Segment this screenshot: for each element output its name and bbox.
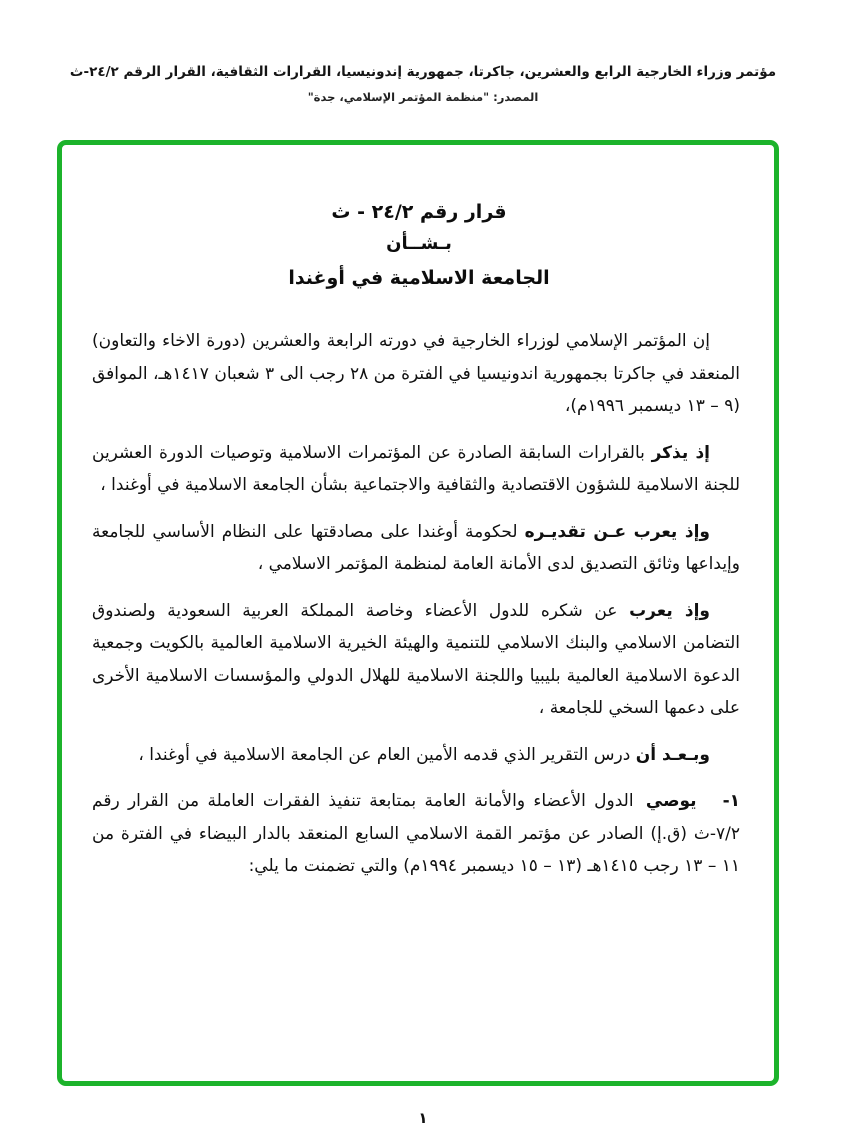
paragraph-text: عن شكره للدول الأعضاء وخاصة المملكة العربية السعودية ولصندوق التضامن الاسلامي والبنك الاسلامي للتنمية والهيئة الخيرية الاسلامية العالمية بالكويت وجمعية الدعوة الاسلامية العالمية بليبيا واللجنة الاسلامية للهلال الدولي والمؤسسات الاسلامية الأخرى على دعمها السخي للجامعة ،	[92, 600, 740, 718]
paragraph-lead: وإذ يعرب	[629, 600, 710, 621]
resolution-subject-title: الجامعة الاسلامية في أوغندا	[288, 267, 550, 289]
paragraph-lead: وبـعـد أن	[635, 744, 710, 765]
paragraph-lead: إذ يذكر	[651, 442, 711, 463]
paragraph-text: إن المؤتمر الإسلامي لوزراء الخارجية في دورته الرابعة والعشرين (دورة الاخاء والتعاون) المنعقد في جاكرتا بجمهورية اندونيسيا في الفترة من ٢٨ رجب الى ٣ شعبان ١٤١٧هـ، الموافق (٩ – ١٣ ديسمبر ١٩٩٦م)،	[92, 331, 741, 416]
item-number: ١-	[722, 791, 741, 811]
preamble-paragraph	[92, 739, 740, 772]
resolution-number-title: قرار رقم ٢٤/٢ - ث	[331, 201, 507, 223]
operative-item	[92, 785, 740, 883]
source-header-line2: المصدر: "منظمة المؤتمر الإسلامي، جدة"	[307, 90, 539, 104]
document-frame	[57, 140, 779, 1086]
preamble-paragraph	[92, 516, 740, 581]
preamble-paragraph	[92, 595, 740, 725]
paragraph-text: درس التقرير الذي قدمه الأمين العام عن الجامعة الاسلامية في أوغندا ،	[138, 744, 631, 765]
paragraph-text: لحكومة أوغندا على مصادقتها على النظام الأساسي للجامعة وإيداعها وثائق التصديق لدى الأمانة العامة لمنظمة المؤتمر الاسلامي ،	[92, 521, 740, 574]
paragraph-text: بالقرارات السابقة الصادرة عن المؤتمرات الاسلامية وتوصيات الدورة العشرين للجنة الاسلامية للشؤون الاقتصادية والثقافية والاجتماعية بشأن الجامعة الاسلامية في أوغندا ،	[92, 442, 740, 495]
source-header-line1: مؤتمر وزراء الخارجية الرابع والعشرين، جاكرتا، جمهورية إندونيسيا، القرارات الثقافية، القرار الرقم ٢٤/٢-ث	[69, 64, 777, 80]
resolution-body	[92, 325, 740, 883]
page-number: ١	[418, 1109, 428, 1127]
preamble-paragraph	[92, 437, 740, 502]
item-lead: يوصي	[645, 791, 697, 811]
document-source-header	[0, 62, 846, 106]
item-text: الدول الأعضاء والأمانة العامة بمتابعة تنفيذ الفقرات العاملة من القرار رقم ٧/٢-ث (ق.إ) الصادر عن مؤتمر القمة الاسلامي السابع المنعقد بالدار البيضاء في الفترة من ١١ – ١٣ رجب ١٤١٥هـ (١٣ – ١٥ ديسمبر ١٩٩٤م) والتي تضمنت ما يلي:	[92, 791, 740, 876]
preamble-paragraph	[92, 325, 740, 423]
resolution-title-block	[86, 197, 752, 295]
resolution-regarding-label: بـشــأن	[386, 233, 452, 254]
paragraph-lead: وإذ يعرب عـن تقديـره	[524, 521, 710, 542]
